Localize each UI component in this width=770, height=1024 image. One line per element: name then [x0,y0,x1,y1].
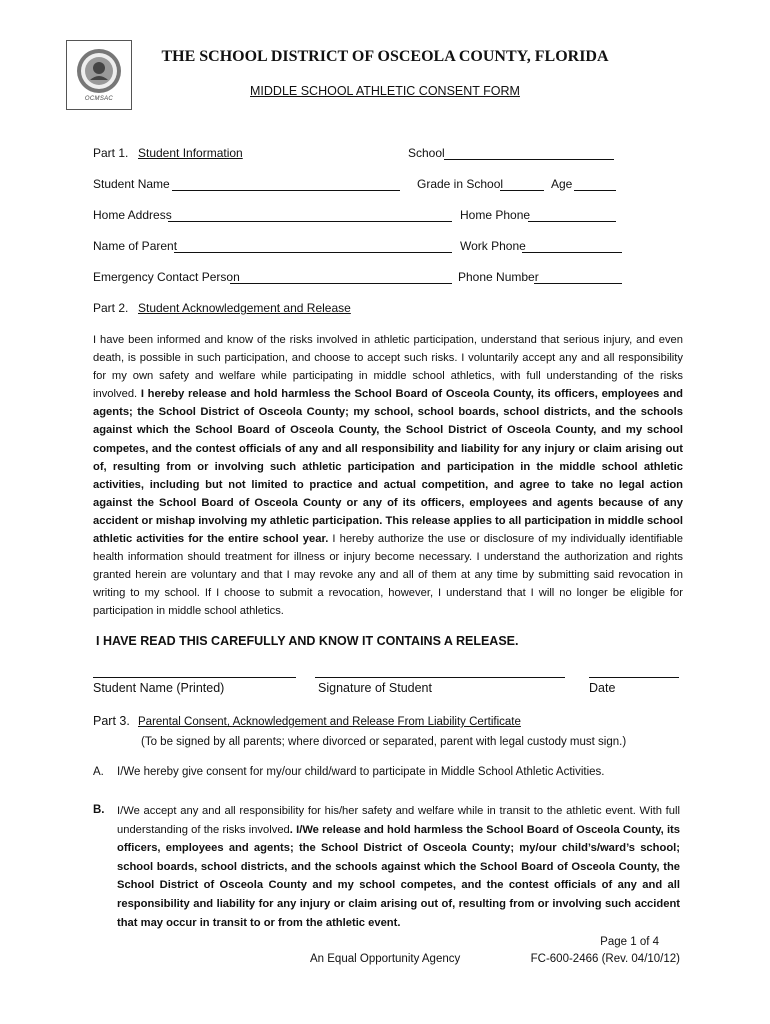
part3-number: Part 3. [93,714,130,728]
phone-number-label: Phone Number [458,270,539,284]
student-signature-label: Signature of Student [318,681,432,695]
page-title: THE SCHOOL DISTRICT OF OSCEOLA COUNTY, FLORIDA [161,48,609,65]
form-title: MIDDLE SCHOOL ATHLETIC CONSENT FORM [250,84,520,98]
emergency-contact-label: Emergency Contact Person [93,270,240,284]
part1-number: Part 1. [93,146,129,160]
parent-name-field[interactable] [174,252,452,253]
release-notice: I HAVE READ THIS CAREFULLY AND KNOW IT CONTAINS A RELEASE. [96,634,519,648]
student-name-field[interactable] [172,190,400,191]
item-b-bold: . I/We release and hold harmless the School Board of Osceola County, its officers, employees and agents; the School District of Osceola County; my/our child’s/ward’s school; school boards, school districts, and the schools against which the School Board of Osceola County, the School District of Osceola County and my school competes, and the contest officials of any and all responsibility and liability for any injury or claim arising out of, resulting from or involving such accident that may occur in transit to or from the athletic event. [117,823,680,929]
logo-caption: OCMSAC [84,96,114,102]
part3-heading: Parental Consent, Acknowledgement and Release From Liability Certificate [138,716,521,728]
item-a-text: I/We hereby give consent for my/our child/ward to participate in Middle School Athletic Activities. [117,766,605,778]
part3-note: (To be signed by all parents; where divorced or separated, parent with legal custody must sign.) [141,736,627,748]
student-date-line[interactable] [589,677,679,678]
student-name-printed-label: Student Name (Printed) [93,681,225,695]
item-b-paragraph [117,802,680,932]
agency-statement: An Equal Opportunity Agency [310,953,461,965]
release-paragraph [93,331,683,621]
part1-heading: Student Information [138,146,243,160]
part2-number: Part 2. [93,301,129,315]
release-bold-text: I hereby release and hold harmless the School Board of Osceola County, its officers, employees and agents; the School District of Osceola County; my school, school boards, school districts, and the schools against which the School Board of Osceola County, the School District of Osceola County, and my school competes, and the contest officials of any and all responsibility and liability for any injury or claim arising out of, resulting from or involving such athletic participation and participation in the middle school athletic activities, including but not limited to practice and actual competition, and agree to take no legal action against the School Board of Osceola County or any of its officers, employees and agents because of any accident or mishap involving my athletic participation. This release applies to all participation in middle school athletic activities for the entire school year. [93,388,683,546]
grade-label: Grade in School [417,177,504,191]
release-authorization: I hereby authorize the use or disclosure of my individually identifiable health information should treatment for illness or injury become necessary. I understand the authorization and rights granted herein are voluntary and that I may revoke any and all of them at any time by submitting said revocation in writing to my school. If I choose to submit a revocation, however, I understand that I will no longer be eligible for participation in middle school athletics. [93,533,683,618]
student-name-printed-line[interactable] [93,677,296,678]
home-phone-label: Home Phone [460,208,531,222]
home-phone-field[interactable] [528,221,616,222]
work-phone-label: Work Phone [460,239,526,253]
release-intro: I have been informed and know of the risks involved in athletic participation, understand that serious injury, and even death, is possible in such participation, and choose to accept such risks. I voluntarily accept any and all responsibility for my own safety and welfare while participating in middle school athletics, with full understanding of the risks involved. [93,334,683,401]
age-label: Age [551,177,573,191]
home-address-label: Home Address [93,208,172,222]
student-name-label: Student Name [93,177,170,191]
item-b-plain: I/We accept any and all responsibility for his/her safety and welfare while in transit to the athletic event. With full understanding of the risks involved [117,805,680,836]
school-label: School [408,146,445,160]
form-code: FC-600-2466 (Rev. 04/10/12) [530,953,680,965]
school-field[interactable] [444,159,614,160]
emergency-contact-field[interactable] [230,283,452,284]
age-field[interactable] [574,190,616,191]
parent-name-label: Name of Parent [93,239,178,253]
item-a-letter: A. [93,766,104,778]
home-address-field[interactable] [168,221,452,222]
student-signature-line[interactable] [315,677,565,678]
student-date-label: Date [589,681,616,695]
page-number: Page 1 of 4 [600,936,659,948]
work-phone-field[interactable] [522,252,622,253]
phone-number-field[interactable] [534,283,622,284]
part2-heading: Student Acknowledgement and Release [138,301,351,315]
grade-field[interactable] [500,190,544,191]
item-b-letter: B. [93,804,105,816]
